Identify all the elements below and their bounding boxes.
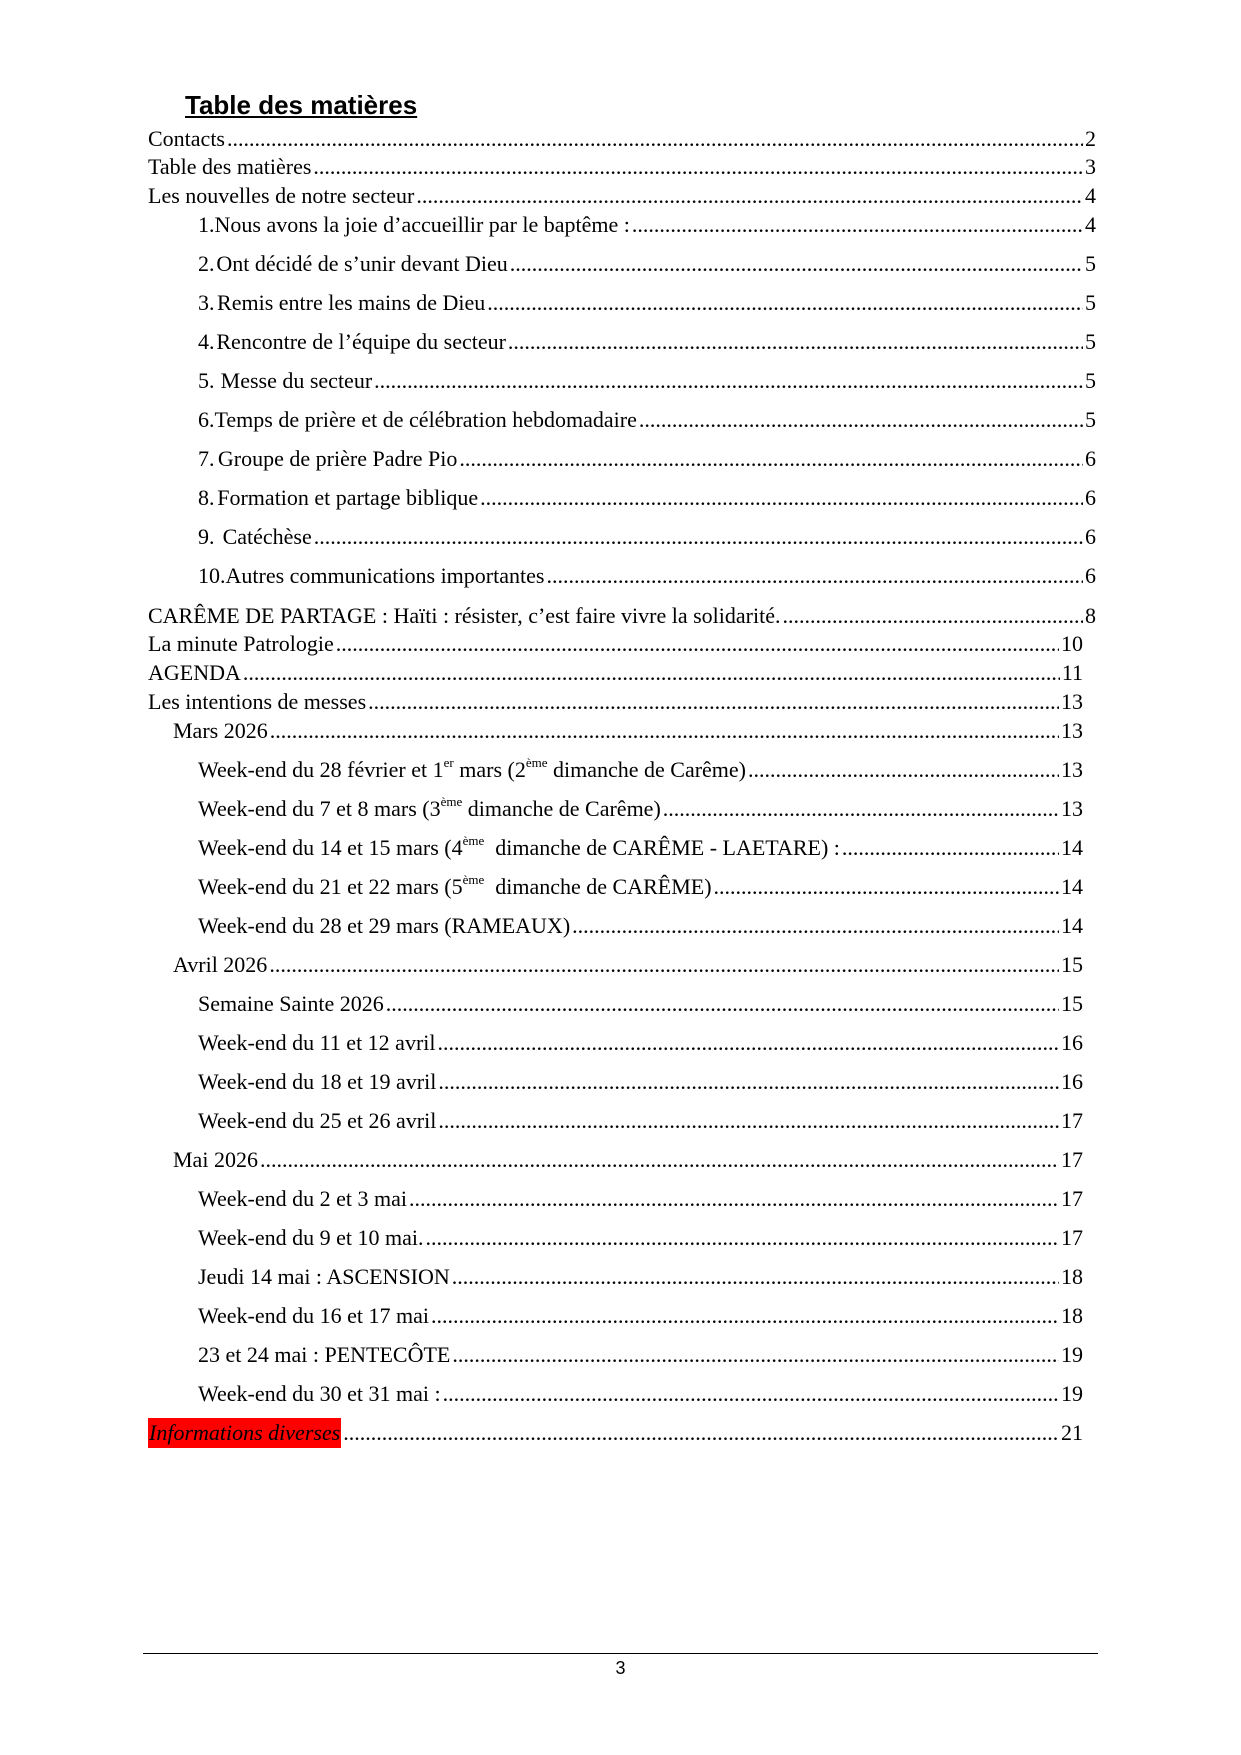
toc-entry-page: 5 <box>1085 407 1096 432</box>
toc-entry-text: Avril 2026 <box>173 952 268 977</box>
toc-entry-number: 8. <box>198 485 215 510</box>
toc-entry-bapteme[interactable] <box>198 210 1096 240</box>
toc-entry-number: 1. <box>198 212 215 237</box>
toc-entry-page: 19 <box>1061 1342 1083 1367</box>
dot-leader <box>842 833 1059 863</box>
toc-entry-page: 16 <box>1061 1069 1083 1094</box>
toc-entry-page: 11 <box>1061 660 1083 685</box>
toc-entry-informations-diverses[interactable] <box>148 1418 1083 1448</box>
toc-entry-page: 2 <box>1085 126 1096 151</box>
dot-leader <box>313 152 1083 182</box>
toc-entry-text: Les intentions de messes <box>148 689 367 714</box>
toc-entry-number: 3. <box>198 290 215 315</box>
toc-entry-page: 6 <box>1085 446 1096 471</box>
toc-entry-text: Week-end du 9 et 10 mai. <box>198 1225 424 1250</box>
toc-entry-we-7-mars[interactable] <box>198 794 1083 824</box>
dot-leader <box>452 1262 1059 1292</box>
toc-entry-avril-2026[interactable] <box>173 950 1083 980</box>
toc-entry-page: 16 <box>1061 1030 1083 1055</box>
toc-entry-text: Week-end du 2 et 3 mai <box>198 1186 407 1211</box>
toc-entry-page: 19 <box>1061 1381 1083 1406</box>
toc-entry-text: Week-end du 28 février et 1er mars (2ème dimanche de Carême) <box>198 754 746 782</box>
toc-entry-page: 5 <box>1085 368 1096 393</box>
toc-entry-page: 17 <box>1061 1108 1083 1133</box>
toc-entry-contacts[interactable] <box>148 124 1096 154</box>
toc-entry-page: 14 <box>1061 913 1083 938</box>
toc-entry-text: Messe du secteur <box>220 368 373 393</box>
toc-entry-text: La minute Patrologie <box>148 631 334 656</box>
toc-entry-number: 9. <box>198 524 215 549</box>
toc-entry-page: 5 <box>1085 329 1096 354</box>
toc-entry-intentions[interactable] <box>148 687 1083 717</box>
toc-entry-page: 18 <box>1061 1264 1083 1289</box>
toc-entry-agenda[interactable] <box>148 658 1083 688</box>
toc-entry-formation[interactable] <box>198 483 1096 513</box>
toc-entry-page: 4 <box>1085 183 1096 208</box>
toc-entry-nouvelles-secteur[interactable] <box>148 181 1096 211</box>
toc-entry-page: 6 <box>1085 485 1096 510</box>
toc-entry-text: Les nouvelles de notre secteur <box>148 183 415 208</box>
dot-leader <box>480 483 1083 513</box>
toc-entry-text: Ont décidé de s’unir devant Dieu <box>216 251 508 276</box>
toc-entry-careme-partage[interactable] <box>148 601 1096 631</box>
toc-entry-page: 13 <box>1061 757 1083 782</box>
dot-leader <box>368 687 1059 717</box>
toc-entry-page: 17 <box>1061 1225 1083 1250</box>
toc-entry-pentecote[interactable] <box>198 1340 1083 1370</box>
toc-entry-mars-2026[interactable] <box>173 716 1083 746</box>
toc-entry-text: Autres communications importantes <box>225 563 545 588</box>
toc-entry-page: 18 <box>1061 1303 1083 1328</box>
toc-entry-we-14-mars[interactable] <box>198 833 1083 863</box>
dot-leader <box>546 561 1083 591</box>
toc-title: Table des matières <box>185 90 418 120</box>
toc-entry-catechese[interactable] <box>198 522 1096 552</box>
dot-leader <box>572 911 1059 941</box>
toc-entry-we-28-fevrier[interactable] <box>198 755 1083 785</box>
toc-entry-we-16-mai[interactable] <box>198 1301 1083 1331</box>
toc-entry-page: 15 <box>1061 991 1083 1016</box>
toc-entry-text: Jeudi 14 mai : ASCENSION <box>198 1264 450 1289</box>
toc-entry-number: 4. <box>198 329 215 354</box>
dot-leader <box>438 1028 1060 1058</box>
toc-entry-page: 15 <box>1061 952 1083 977</box>
toc-entry-text: Catéchèse <box>222 524 312 549</box>
toc-entry-text: Contacts <box>148 126 225 151</box>
toc-entry-page: 5 <box>1085 290 1096 315</box>
toc-entry-number: 7. <box>198 446 215 471</box>
toc-entry-autres-communications[interactable] <box>198 561 1096 591</box>
dot-leader <box>452 1340 1059 1370</box>
dot-leader <box>632 210 1083 240</box>
toc-entry-text-highlighted: Informations diverses <box>148 1418 341 1448</box>
page-number: 3 <box>615 1658 626 1678</box>
dot-leader <box>374 366 1083 396</box>
toc-entry-we-30-mai[interactable] <box>198 1379 1083 1409</box>
toc-entry-text: Week-end du 7 et 8 mars (3ème dimanche de Carême) <box>198 793 661 821</box>
toc-entry-remis[interactable] <box>198 288 1096 318</box>
toc-entry-text: Week-end du 14 et 15 mars (4ème dimanche de CARÊME - LAETARE) : <box>198 832 840 860</box>
toc-entry-we-9-mai[interactable] <box>198 1223 1083 1253</box>
dot-leader <box>748 755 1059 785</box>
toc-entry-we-11-avril[interactable] <box>198 1028 1083 1058</box>
toc-entry-temps-priere[interactable] <box>198 405 1096 435</box>
toc-entry-page: 8 <box>1085 603 1096 628</box>
toc-entry-text: Groupe de prière Padre Pio <box>217 446 458 471</box>
dot-leader <box>438 1106 1059 1136</box>
toc-entry-text: Week-end du 21 et 22 mars (5ème dimanche de CARÊME) <box>198 871 712 899</box>
toc-entry-text: Temps de prière et de célébration hebdomadaire <box>214 407 637 432</box>
toc-entry-number: 10. <box>198 563 226 588</box>
dot-leader <box>487 288 1083 318</box>
toc-entry-messe[interactable] <box>198 366 1096 396</box>
toc-entry-text: Remis entre les mains de Dieu <box>217 290 486 315</box>
toc-entry-text: Rencontre de l’équipe du secteur <box>216 329 506 354</box>
toc-entry-page: 3 <box>1085 154 1096 179</box>
toc-entry-mai-2026[interactable] <box>173 1145 1083 1175</box>
dot-leader <box>386 989 1059 1019</box>
toc-entry-rencontre[interactable] <box>198 327 1096 357</box>
toc-entry-we-21-mars[interactable] <box>198 872 1083 902</box>
dot-leader <box>510 249 1083 279</box>
dot-leader <box>426 1223 1060 1253</box>
toc-entry-text: 23 et 24 mai : PENTECÔTE <box>198 1342 451 1367</box>
toc-entry-text: Semaine Sainte 2026 <box>198 991 384 1016</box>
toc-entry-text: Week-end du 18 et 19 avril <box>198 1069 437 1094</box>
dot-leader <box>431 1301 1059 1331</box>
toc-entry-we-18-avril[interactable] <box>198 1067 1083 1097</box>
toc-entry-text: Mars 2026 <box>173 718 268 743</box>
toc-entry-page: 21 <box>1061 1420 1083 1445</box>
dot-leader <box>782 601 1083 631</box>
dot-leader <box>336 629 1059 659</box>
toc-entry-text: AGENDA <box>148 660 241 685</box>
dot-leader <box>714 872 1059 902</box>
dot-leader <box>314 522 1083 552</box>
toc-entry-we-28-mars[interactable] <box>198 911 1083 941</box>
toc-entry-text: Mai 2026 <box>173 1147 258 1172</box>
dot-leader <box>260 1145 1059 1175</box>
dot-leader <box>243 658 1060 688</box>
toc-entry-we-25-avril[interactable] <box>198 1106 1083 1136</box>
toc-entry-page: 13 <box>1061 718 1083 743</box>
toc-entry-text: Week-end du 28 et 29 mars (RAMEAUX) <box>198 913 571 938</box>
toc-entry-number: 2. <box>198 251 215 276</box>
toc-entry-text: Nous avons la joie d’accueillir par le baptême : <box>214 212 630 237</box>
dot-leader <box>459 444 1083 474</box>
dot-leader <box>269 950 1059 980</box>
dot-leader <box>639 405 1083 435</box>
dot-leader <box>443 1379 1059 1409</box>
dot-leader <box>409 1184 1059 1214</box>
toc-entry-page: 6 <box>1085 563 1096 588</box>
dot-leader <box>438 1067 1059 1097</box>
toc-entry-page: 17 <box>1061 1186 1083 1211</box>
dot-leader <box>270 716 1059 746</box>
dot-leader <box>227 124 1083 154</box>
toc-entry-we-2-mai[interactable] <box>198 1184 1083 1214</box>
toc-entry-text: Table des matières <box>148 154 312 179</box>
toc-entry-text: Week-end du 11 et 12 avril <box>198 1030 436 1055</box>
dot-leader <box>343 1418 1059 1448</box>
toc-entry-page: 10 <box>1061 631 1083 656</box>
toc-entry-page: 14 <box>1061 835 1083 860</box>
toc-entry-patrologie[interactable] <box>148 629 1083 659</box>
toc-entry-page: 6 <box>1085 524 1096 549</box>
toc-entry-page: 14 <box>1061 874 1083 899</box>
toc-entry-unir[interactable] <box>198 249 1096 279</box>
toc-entry-text: Week-end du 16 et 17 mai <box>198 1303 429 1328</box>
toc-entry-ascension[interactable] <box>198 1262 1083 1292</box>
footer-divider <box>143 1653 1098 1654</box>
toc-entry-padre-pio[interactable] <box>198 444 1096 474</box>
toc-entry-page: 5 <box>1085 251 1096 276</box>
toc-entry-text: CARÊME DE PARTAGE : Haïti : résister, c’est faire vivre la solidarité. <box>148 603 781 628</box>
toc-entry-semaine-sainte[interactable] <box>198 989 1083 1019</box>
toc-entry-text: Week-end du 30 et 31 mai : <box>198 1381 441 1406</box>
toc-entry-page: 13 <box>1061 689 1083 714</box>
toc-entry-page: 4 <box>1085 212 1096 237</box>
toc-entry-number: 5. <box>198 368 215 393</box>
toc-entry-table-des-matieres[interactable] <box>148 152 1096 182</box>
dot-leader <box>416 181 1083 211</box>
toc-entry-page: 13 <box>1061 796 1083 821</box>
dot-leader <box>508 327 1083 357</box>
dot-leader <box>663 794 1059 824</box>
toc-entry-number: 6. <box>198 407 215 432</box>
toc-entry-text: Formation et partage biblique <box>217 485 479 510</box>
toc-entry-text: Week-end du 25 et 26 avril <box>198 1108 437 1133</box>
toc-entry-page: 17 <box>1061 1147 1083 1172</box>
